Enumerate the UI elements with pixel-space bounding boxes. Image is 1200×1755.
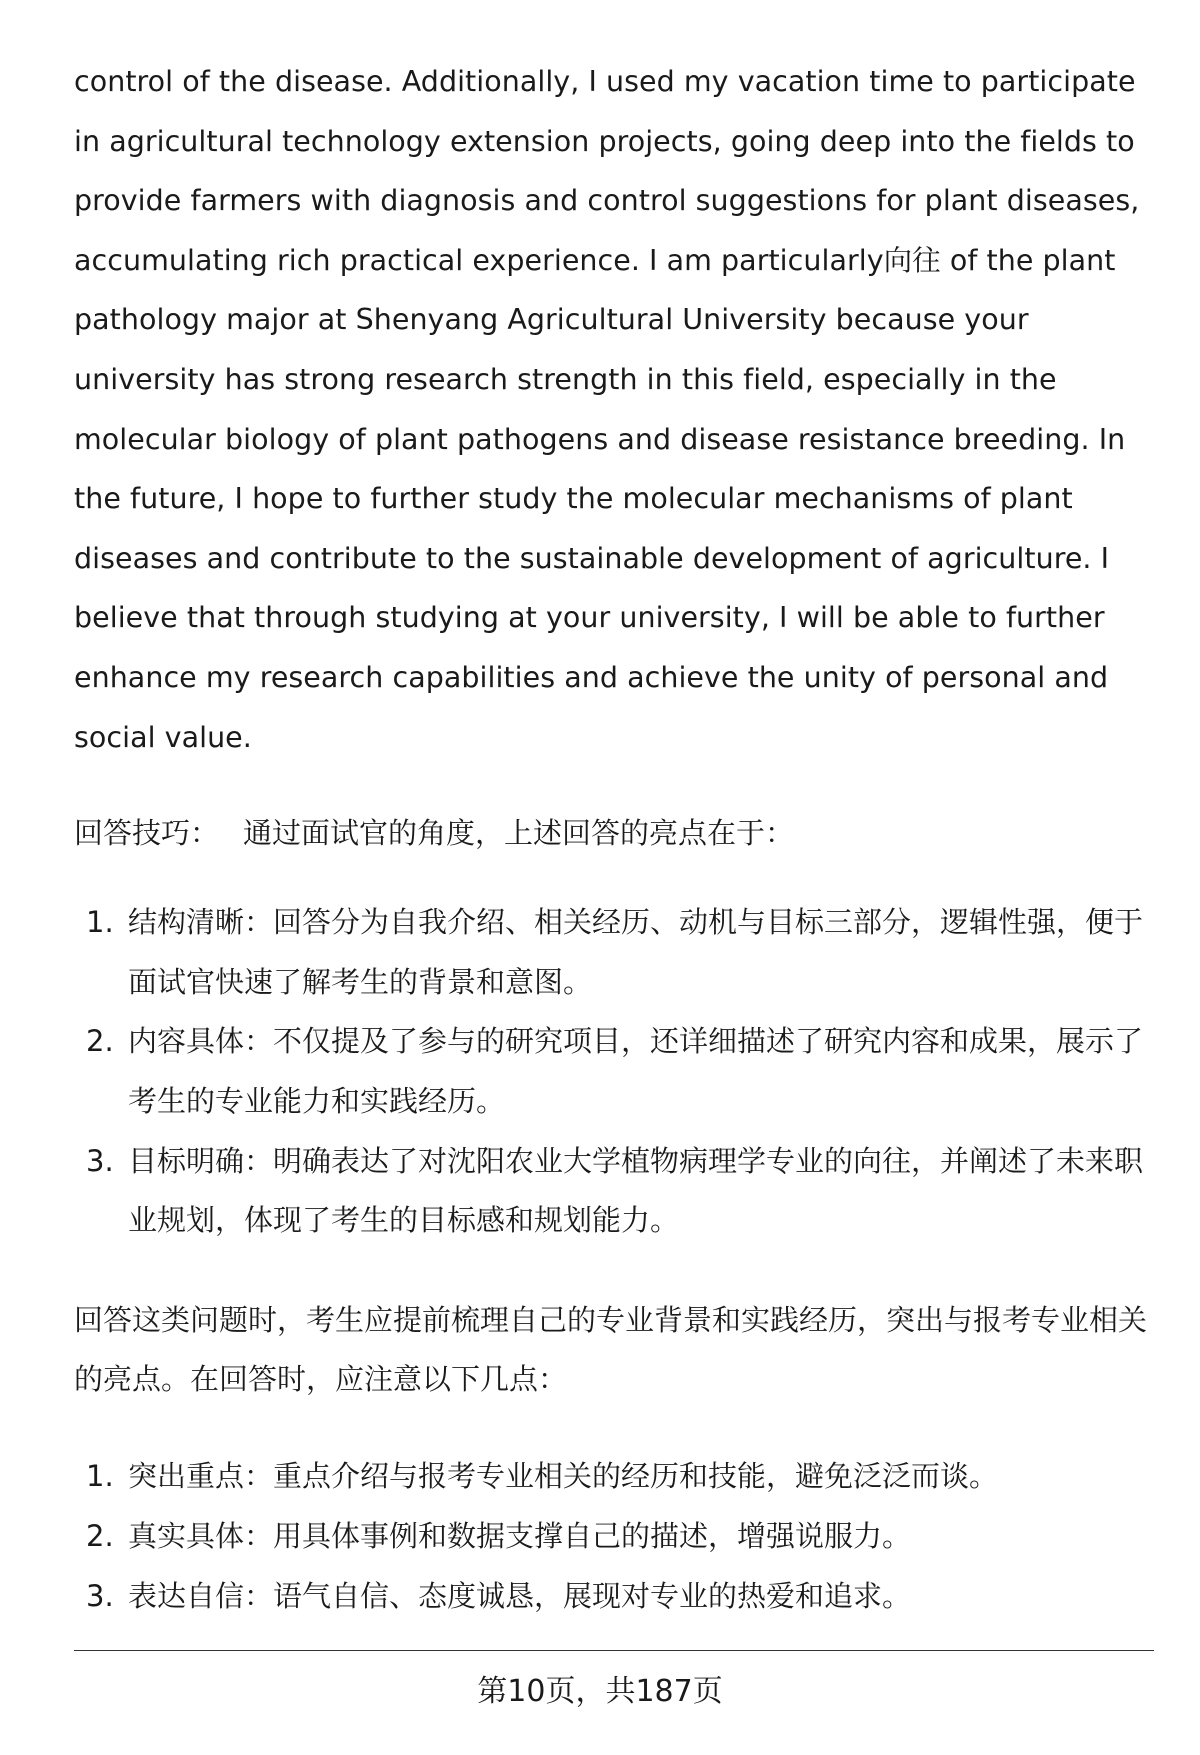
advice-intro: 回答这类问题时，考生应提前梳理自己的专业背景和实践经历，突出与报考专业相关的亮点。在回答时，应注意以下几点：: [74, 1302, 1148, 1397]
advice-list: [74, 1446, 1154, 1626]
list-item-number: 1.: [86, 905, 114, 940]
document-page: [74, 52, 1154, 1626]
list-item: [74, 1506, 1154, 1566]
list-item: [74, 1132, 1154, 1251]
page-number: 第10页，共187页: [477, 1674, 723, 1709]
answer-tips-intro: 通过面试官的角度，上述回答的亮点在于：: [243, 816, 795, 851]
list-item-text: 真实具体：用具体事例和数据支撑自己的描述，增强说服力。: [128, 1518, 912, 1553]
body-paragraph: control of the disease. Additionally, I used my vacation time to participate in agricultural technology extension projects, going deep into the fields to provide farmers with diagnosis and control suggestions for plant diseases, accumulating rich practical experience. I am particularly向往 of the plant pathology major at Shenyang Agricultural University because your university has strong research strength in this field, especially in the molecular biology of plant pathogens and disease resistance breeding. In the future, I hope to further study the molecular mechanisms of plant diseases and contribute to the sustainable development of agriculture. I believe that through studying at your university, I will be able to further enhance my research capabilities and achieve the unity of personal and social value.: [74, 65, 1140, 754]
footer-divider: [74, 1650, 1154, 1651]
answer-tips-label: 回答技巧：: [74, 816, 220, 851]
list-item: [74, 1566, 1154, 1626]
list-item-text: 内容具体：不仅提及了参与的研究项目，还详细描述了研究内容和成果，展示了考生的专业能力和实践经历。: [128, 1024, 1144, 1118]
list-item: [74, 893, 1154, 1012]
list-item-number: 2.: [86, 1024, 114, 1059]
list-item-text: 目标明确：明确表达了对沈阳农业大学植物病理学专业的向往，并阐述了未来职业规划，体现了考生的目标感和规划能力。: [128, 1143, 1144, 1238]
list-item-number: 3.: [86, 1578, 114, 1613]
list-item-text: 突出重点：重点介绍与报考专业相关的经历和技能，避免泛泛而谈。: [128, 1458, 999, 1493]
list-item: [74, 1446, 1154, 1506]
list-item-number: 1.: [86, 1458, 114, 1493]
list-item-text: 表达自信：语气自信、态度诚恳，展现对专业的热爱和追求。: [128, 1578, 912, 1613]
list-item-text: 结构清晰：回答分为自我介绍、相关经历、动机与目标三部分，逻辑性强，便于面试官快速了解考生的背景和意图。: [128, 905, 1144, 999]
highlights-list: [74, 893, 1154, 1251]
list-item: [74, 1012, 1154, 1131]
list-item-number: 2.: [86, 1518, 114, 1553]
list-item-number: 3.: [86, 1143, 114, 1178]
answer-tips-heading: [74, 813, 1154, 853]
